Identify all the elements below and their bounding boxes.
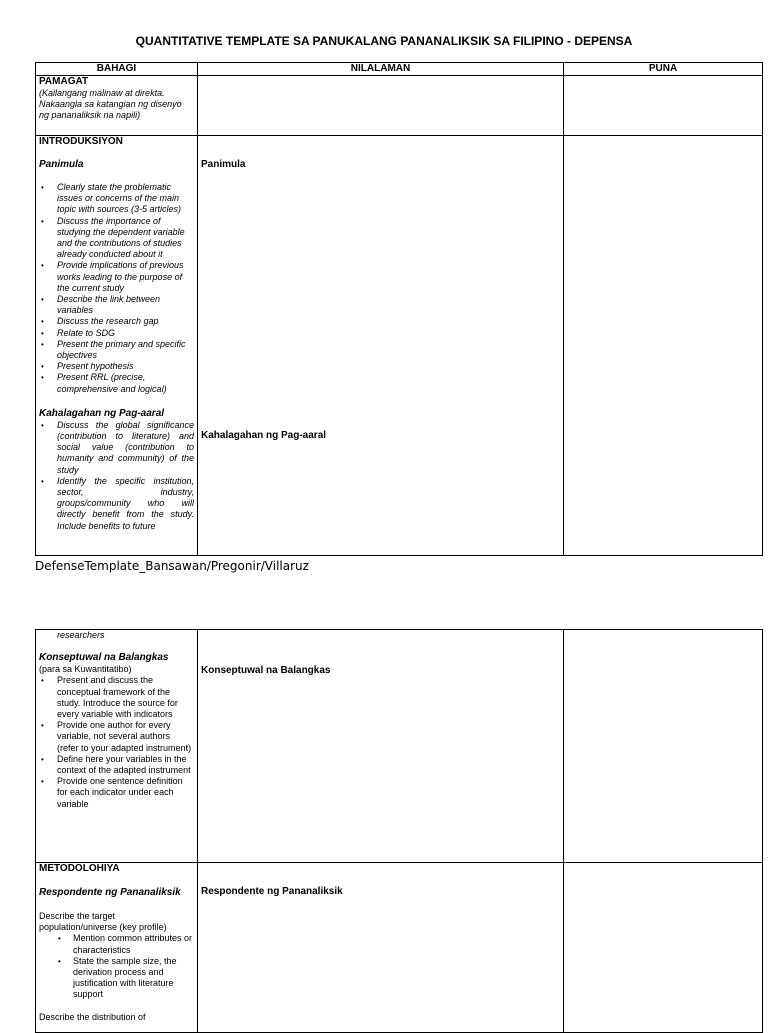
subheading-panimula: Panimula [39, 159, 84, 170]
table-row-metodolohiya [36, 863, 763, 1033]
table-row-konseptuwal [36, 630, 763, 863]
respondente-after: Describe the distribution of [39, 1011, 146, 1022]
list-item: • Discuss the research gap [57, 316, 194, 327]
cell-puna-pamagat[interactable] [564, 76, 763, 136]
list-item: • Present hypothesis [57, 361, 194, 372]
nilalaman-label-kahalagahan: Kahalagahan ng Pag-aaral [201, 430, 327, 441]
table-row-introduksiyon [36, 136, 763, 556]
template-table-page-1 [35, 62, 763, 556]
section-heading-pamagat: PAMAGAT [39, 76, 89, 87]
list-item: • Clearly state the problematic issues or concerns of the main topic with sources (3-5 articles) [57, 182, 194, 216]
footer-text: DefenseTemplate_Bansawan/Pregonir/Villaruz [35, 559, 309, 573]
list-item: • Identify the specific institution, sector, industry, groups/community who will directly benefit from the study. Include benefits to future [57, 476, 194, 532]
list-item: • Provide implications of previous works leading to the purpose of the current study [57, 260, 194, 294]
kahalagahan-bullet-list [39, 420, 194, 532]
cell-puna-metodolohiya[interactable] [564, 863, 763, 1033]
cell-puna-introduksiyon[interactable] [564, 136, 763, 556]
konseptuwal-note: (para sa Kuwantitatibo) [39, 664, 132, 675]
subheading-kahalagahan: Kahalagahan ng Pag-aaral [39, 407, 165, 419]
page-title: QUANTITATIVE TEMPLATE SA PANUKALANG PANANALIKSIK SA FILIPINO - DEPENSA [135, 34, 633, 48]
respondente-bullet-list [39, 933, 194, 1000]
cell-bahagi-konseptuwal [36, 630, 198, 863]
list-item: • Provide one sentence definition for each indicator under each variable [57, 776, 194, 810]
section-heading-introduksiyon: INTRODUKSIYON [39, 136, 123, 147]
header-row [36, 63, 763, 76]
table-row-pamagat [36, 76, 763, 136]
section-heading-metodolohiya: METODOLOHIYA [39, 863, 120, 874]
column-header-puna: PUNA [564, 63, 763, 76]
template-table-page-2 [35, 629, 763, 1033]
subheading-konseptuwal: Konseptuwal na Balangkas [39, 652, 169, 664]
cell-nilalaman-metodolohiya[interactable] [198, 863, 564, 1033]
list-item-continued: researchers [57, 630, 105, 640]
list-item: • Define here your variables in the context of the adapted instrument [57, 754, 194, 776]
list-item: • Present RRL (precise, comprehensive and logical) [57, 372, 194, 394]
list-item: • Present and discuss the conceptual framework of the study. Introduce the source for every variable with indicators [57, 675, 194, 720]
subheading-respondente: Respondente ng Pananaliksik [39, 887, 181, 898]
column-header-bahagi: BAHAGI [36, 63, 198, 76]
nilalaman-label-respondente: Respondente ng Pananaliksik [201, 886, 343, 897]
list-item: • State the sample size, the derivation process and justification with literature support [73, 956, 194, 1001]
list-item: • Provide one author for every variable, not several authors (refer to your adapted instrument) [57, 720, 194, 754]
nilalaman-label-konseptuwal: Konseptuwal na Balangkas [201, 665, 331, 676]
list-item: • Discuss the global significance (contribution to literature) and social value (contribution to humanity and community) of the study [57, 420, 194, 476]
kahalagahan-continued [39, 630, 194, 641]
list-item: • Discuss the importance of studying the dependent variable and the contributions of studies already conducted about it [57, 216, 194, 261]
panimula-bullet-list [39, 182, 194, 395]
list-item: • Present the primary and specific objectives [57, 339, 194, 361]
cell-nilalaman-introduksiyon[interactable] [198, 136, 564, 556]
list-item: • Mention common attributes or characteristics [73, 933, 194, 955]
respondente-intro: Describe the target population/universe (key profile) [39, 911, 167, 933]
column-header-nilalaman: NILALAMAN [198, 63, 564, 76]
pamagat-note: (Kailangang malinaw at direkta. Nakaangla sa katangian ng disenyo ng pananaliksik na napili) [39, 88, 182, 121]
cell-bahagi-pamagat [36, 76, 198, 136]
list-item: • Describe the link between variables [57, 294, 194, 316]
cell-bahagi-introduksiyon [36, 136, 198, 556]
cell-bahagi-metodolohiya [36, 863, 198, 1033]
nilalaman-label-panimula: Panimula [201, 159, 246, 170]
cell-nilalaman-konseptuwal[interactable] [198, 630, 564, 863]
list-item: • Relate to SDG [57, 328, 194, 339]
cell-nilalaman-pamagat[interactable] [198, 76, 564, 136]
konseptuwal-bullet-list [39, 675, 194, 809]
cell-puna-konseptuwal[interactable] [564, 630, 763, 863]
